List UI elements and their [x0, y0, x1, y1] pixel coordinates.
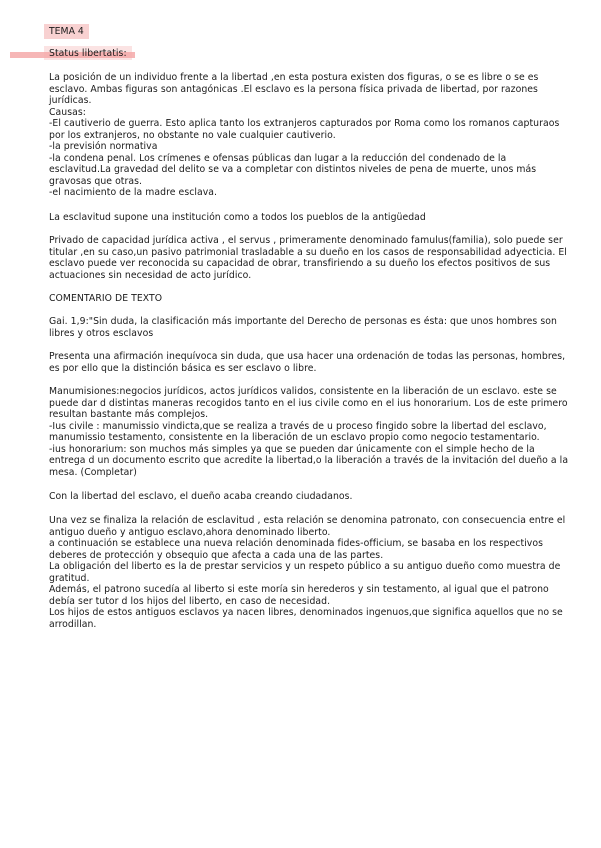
text-line: esclavo puede ver reconocida su capacidad de obrar, transfiriendo a su dueño los efectos positivos de sus [49, 258, 551, 269]
document-heading: TEMA 4 [49, 26, 84, 37]
text-line: Además, el patrono sucedía al liberto si este moría sin herederos y sin testamento, al igual que el patrono [49, 584, 549, 595]
paragraph [49, 316, 557, 339]
text-line: debía ser tutor d los hijos del liberto, en caso de necesidad. [49, 595, 331, 607]
paragraph [49, 293, 549, 305]
paragraph [49, 386, 569, 478]
paragraph [49, 351, 566, 374]
text-line: por los extranjeros, no obstante no vale cualquier cautiverio. [49, 129, 336, 141]
text-line: arrodillan. [49, 618, 97, 630]
text-line: jurídicas. [49, 95, 92, 106]
text-line: mesa. (Completar) [49, 466, 137, 478]
text-line: Gai. 1,9:"Sin duda, la clasificación más importante del Derecho de personas es ésta: que unos hombres son [49, 316, 557, 327]
text-line: -Ius civile : manumissio vindicta,que se realiza a través de u proceso fingido sobre la libertad del esclavo, [49, 420, 547, 432]
text-line: -la previsión normativa [49, 141, 158, 152]
document-subheading: Status libertatis: [49, 48, 127, 59]
text-line: esclavo. Ambas figuras son antagónicas .El esclavo es la persona física privada de libertad, por razones [49, 83, 538, 95]
text-line: -la condena penal. Los crímenes e ofensas públicas dan lugar a la reducción del condenado de la [49, 152, 507, 164]
text-line: titular ,en su caso,un pasivo patrimonial trasladable a su dueño en los casos de responsabilidad adyecticia. El [49, 246, 567, 258]
text-line: -El cautiverio de guerra. Esto aplica tanto los extranjeros capturados por Roma como los romanos capturaos [49, 118, 560, 129]
text-line: manumissio testamento, consistente en la liberación de un esclavo propio como negocio testamentario. [49, 432, 540, 443]
text-line: Causas: [49, 106, 86, 118]
text-line: antiguo dueño y antiguo esclavo,ahora denominado liberto. [49, 526, 331, 538]
text-line: esclavitud.La gravedad del delito se va a completar con distintos niveles de pena de muerte, unos más [49, 164, 537, 175]
paragraph [49, 72, 560, 199]
text-line: puede dar d distintas maneras recogidos tanto en el ius civile como en el ius honorarium. Los de este primero [49, 397, 568, 409]
text-line: La obligación del liberto es la de prestar servicios y un respeto público a su antiguo dueño como muestra de [49, 561, 561, 572]
text-line: -el nacimiento de la madre esclava. [49, 187, 218, 198]
paragraph [49, 515, 566, 630]
paragraph [49, 491, 549, 503]
text-line: a continuación se establece una nueva relación denominada fides-officium, se basaba en los respectivos [49, 538, 543, 549]
text-line: Presenta una afirmación inequívoca sin duda, que usa hacer una ordenación de todas las personas, hombres, [49, 351, 566, 362]
text-line: Los hijos de estos antiguos esclavos ya nacen libres, denominados ingenuos,que significa aquellos que no se [49, 607, 563, 618]
text-line: resultan bastante más complejos. [49, 409, 209, 420]
text-line: es por ello que la distinción básica es ser esclavo o libre. [49, 362, 317, 374]
text-line: -ius honorarium: son muchos más simples ya que se pueden dar únicamente con el simple hecho de la [49, 443, 535, 455]
text-line: COMENTARIO DE TEXTO [49, 293, 163, 304]
text-line: gravosas que otras. [49, 175, 143, 187]
text-line: entrega d un documento escrito que acredite la libertad,o la liberación a través de la invitación del dueño a la [49, 455, 569, 466]
text-line: gratitud. [49, 572, 90, 584]
text-line: libres y otros esclavos [49, 327, 154, 339]
paragraph [49, 212, 549, 224]
text-line: deberes de protección y obsequio que afecta a cada una de las partes. [49, 549, 384, 561]
paragraph [49, 235, 567, 281]
text-line: Manumisiones:negocios jurídicos, actos jurídicos validos, consistente en la liberación de un esclavo. este se [49, 386, 557, 397]
text-line: La posición de un individuo frente a la libertad ,en esta postura existen dos figuras, o se es libre o se es [49, 72, 539, 83]
text-line: La esclavitud supone una institución como a todos los pueblos de la antigüedad [49, 212, 426, 223]
text-line: actuaciones sin necesidad de acto jurídico. [49, 269, 252, 281]
text-line: Con la libertad del esclavo, el dueño acaba creando ciudadanos. [49, 491, 353, 502]
text-line: Privado de capacidad jurídica activa , el servus , primeramente denominado famulus(familia), solo puede ser [49, 235, 563, 246]
text-line: Una vez se finaliza la relación de esclavitud , esta relación se denomina patronato, con consecuencia entre el [49, 515, 566, 526]
